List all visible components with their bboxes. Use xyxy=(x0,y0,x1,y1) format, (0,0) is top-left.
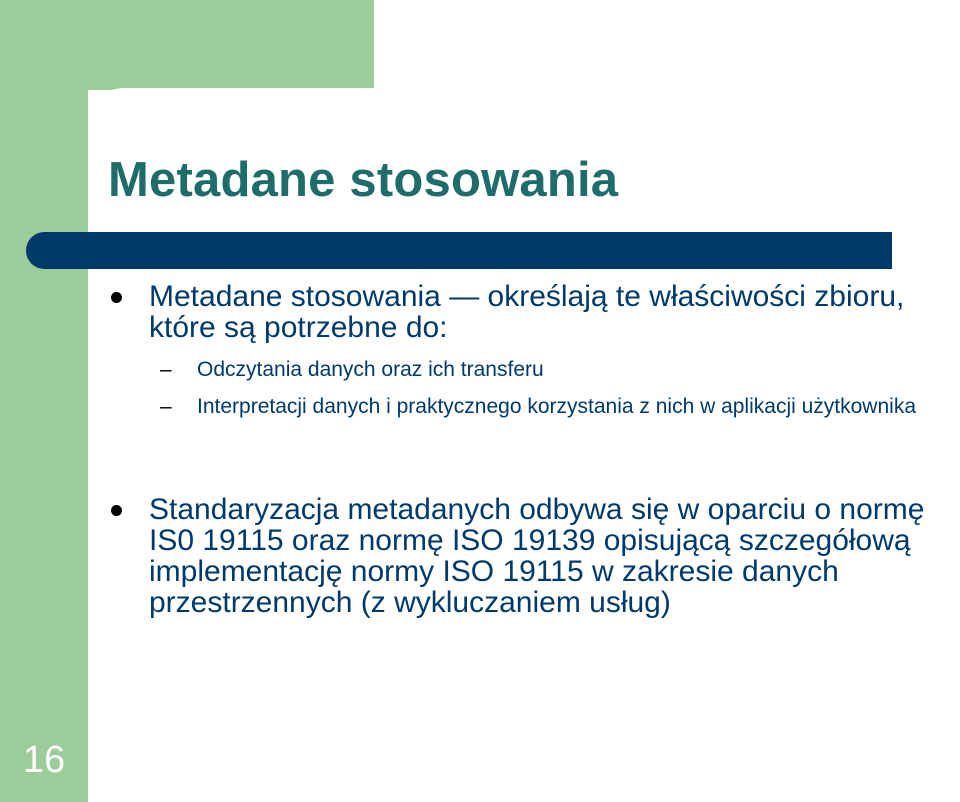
bullet-text-1: Metadane stosowania — określają te właściwości zbioru, które są potrzebne do: xyxy=(149,280,905,344)
bullet-dot xyxy=(111,292,122,303)
subitem-1: Odczytania danych oraz ich transferu xyxy=(197,358,544,381)
slide-title: Metadane stosowania xyxy=(108,153,619,207)
dash-marker: – xyxy=(160,358,172,381)
bullet-dot xyxy=(111,505,122,516)
bullet-text-2: Standaryzacja metadanych odbywa się w oparciu o normę IS0 19115 oraz normę ISO 19139 opisującą szczegółową implementację normy ISO 19115 w zakresie danych przestrzennych (z wykluczaniem usług) xyxy=(149,493,925,619)
subitem-2: Interpretacji danych i praktycznego korzystania z nich w aplikacji użytkownika xyxy=(197,395,916,418)
slide-number: 16 xyxy=(22,739,66,781)
dash-marker: – xyxy=(160,395,172,418)
